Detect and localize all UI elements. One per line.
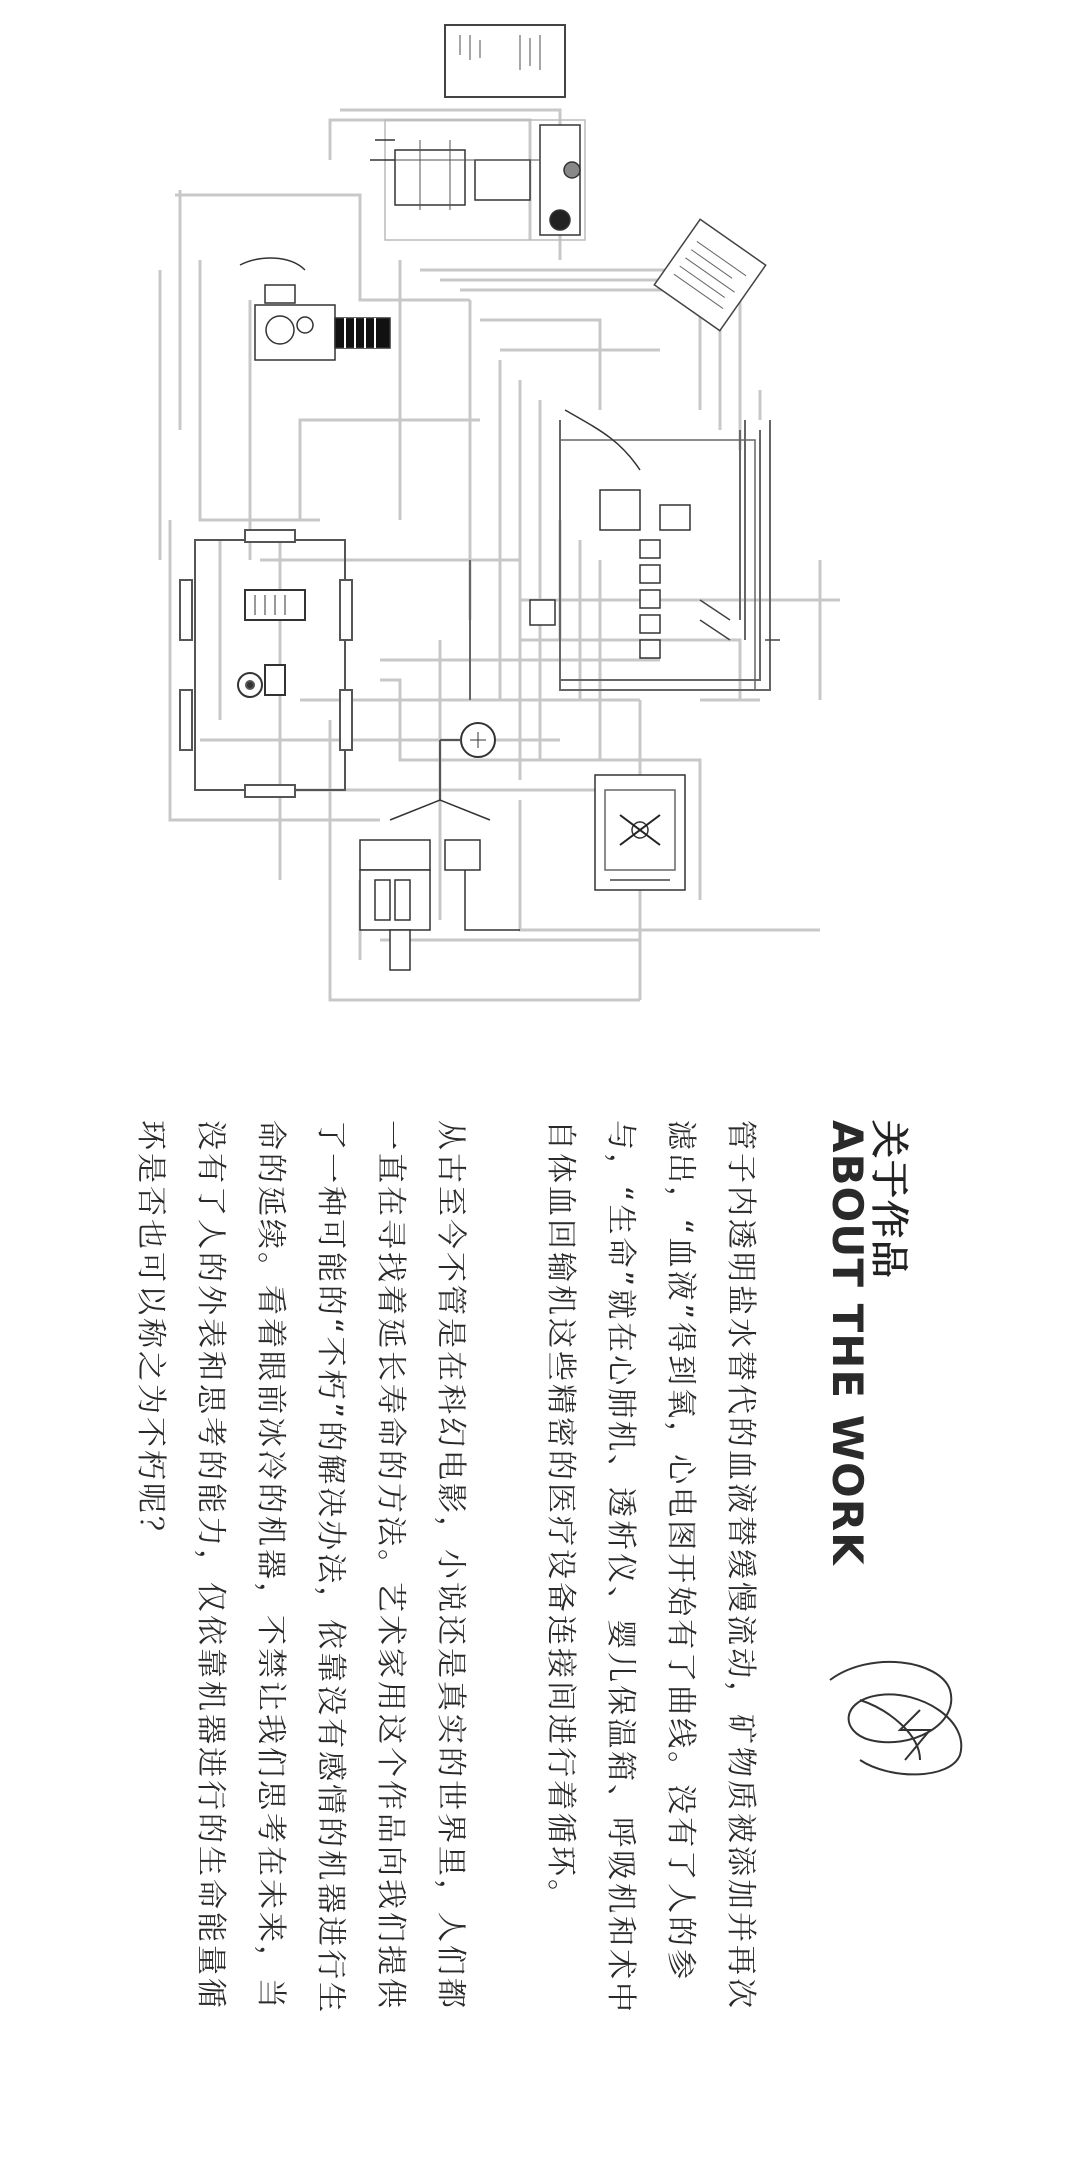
tube-network: [160, 110, 840, 1000]
incubator-enclosure: [180, 530, 352, 797]
centrifuge-device: [595, 775, 685, 890]
section-title-en: ABOUT THE WORK: [823, 1120, 872, 1566]
valve-block-column: [640, 540, 660, 658]
signature-mark: [800, 1640, 1000, 1790]
paragraph-2: 从古至今不管是在科幻电影，小说还是真实的世界里，人们都一直在寻找着延长寿命的方法。艺术家用这个作品向我们提供了一种可能的“不朽”的解决办法，依靠没有感情的机器进行生命的延续。看着眼前冰冷的机器，不禁让我们思考在未来，当没有了人的外表和思考的能力，仅依靠机器进行的生命能量循环是否也可以称之为不朽呢？: [133, 1120, 468, 2016]
about-the-work-section: [120, 1120, 920, 2020]
paragraph-1: 管子内透明盐水替代的血液替缓慢流动，矿物质被添加并再次滤出，“血液”得到氧，心电图开始有了曲线。没有了人的参与，“生命”就在心肺机、透析仪、婴儿保温箱、呼吸机和术中自体血回输机这些精密的医疗设备连接间进行着循环。: [543, 1120, 758, 2016]
heart-lung-machine: [370, 120, 585, 240]
machine-schematic-diagram: [0, 0, 1080, 1040]
document-sheet: [654, 219, 765, 330]
dialysis-unit: [240, 258, 390, 360]
blood-return-machine: [530, 410, 780, 690]
monitor-device: [445, 25, 565, 97]
section-title-cn: 关于作品: [867, 1120, 911, 1281]
